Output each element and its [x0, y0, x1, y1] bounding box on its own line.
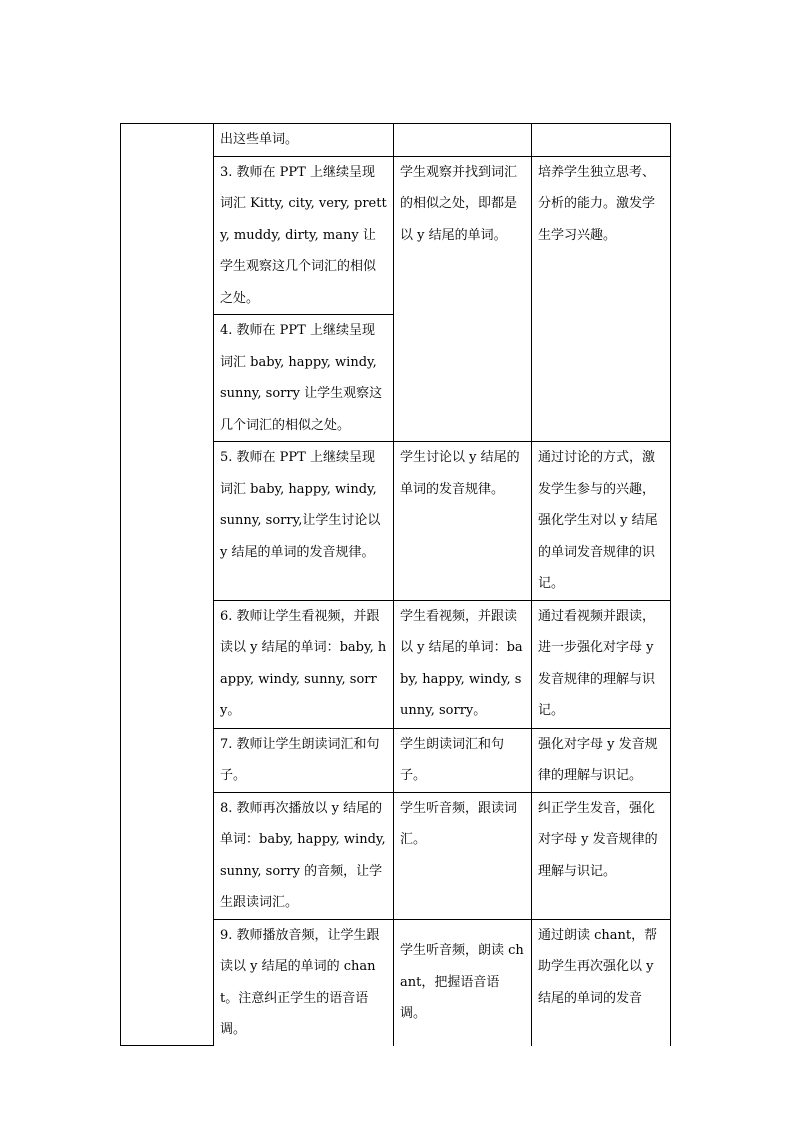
- teacher-activity-text: 出这些单词。: [220, 132, 299, 147]
- student-activity-cell: [394, 600, 532, 728]
- student-activity-text: 学生听音频，跟读词汇。: [400, 800, 518, 847]
- teacher-activity-text: 4. 教师在 PPT 上继续呈现词汇 baby, happy, windy, sunny, sorry 让学生观察这几个词汇的相似之处。: [220, 323, 383, 433]
- design-purpose-cell: [532, 442, 671, 601]
- design-purpose-cell: [532, 728, 671, 792]
- design-purpose-text: 通过讨论的方式，激发学生参与的兴趣，强化学生对以 y 结尾的单词发音规律的识记。: [538, 450, 658, 591]
- teacher-activity-cell: [214, 600, 394, 728]
- design-purpose-text: 通过朗读 chant，帮助学生再次强化以 y 结尾的单词的发音: [538, 927, 658, 1006]
- design-purpose-text: 培养学生独立思考、分析的能力。激发学生学习兴趣。: [538, 164, 656, 243]
- design-purpose-cell: [532, 156, 671, 442]
- student-activity-cell: [394, 792, 532, 919]
- student-activity-text: 学生朗读词汇和句子。: [400, 736, 505, 783]
- design-purpose-text: 强化对字母 y 发音规律的理解与识记。: [538, 736, 658, 783]
- teacher-activity-text: 7. 教师让学生朗读词汇和句子。: [220, 736, 380, 783]
- design-purpose-cell: [532, 600, 671, 728]
- student-activity-text: 学生观察并找到词汇的相似之处，即都是以 y 结尾的单词。: [400, 164, 518, 243]
- teacher-activity-cell: [214, 728, 394, 792]
- student-activity-text: 学生听音频，朗读 chant，把握语音语调。: [400, 943, 524, 1022]
- student-activity-cell: [394, 442, 532, 601]
- teacher-activity-cell: [214, 315, 394, 442]
- teacher-activity-cell: [214, 442, 394, 601]
- student-activity-cell: [394, 919, 532, 1046]
- teacher-activity-cell: [214, 792, 394, 919]
- teacher-activity-text: 9. 教师播放音频，让学生跟读以 y 结尾的单词的 chant。注意纠正学生的语音语调。: [220, 927, 380, 1037]
- teacher-activity-text: 5. 教师在 PPT 上继续呈现词汇 baby, happy, windy, sunny, sorry,让学生讨论以 y 结尾的单词的发音规律。: [220, 450, 381, 560]
- teacher-activity-text: 6. 教师让学生看视频，并跟读以 y 结尾的单词：baby, happy, windy, sunny, sorry。: [220, 608, 387, 718]
- design-purpose-cell: [532, 792, 671, 919]
- design-purpose-text: 通过看视频并跟读，进一步强化对字母 y 发音规律的理解与识记。: [538, 608, 656, 718]
- design-purpose-text: 纠正学生发音，强化对字母 y 发音规律的理解与识记。: [538, 800, 658, 879]
- teacher-activity-cell: [214, 919, 394, 1046]
- student-activity-text: 学生看视频，并跟读以 y 结尾的单词：baby, happy, windy, sunny, sorry。: [400, 608, 523, 718]
- student-activity-cell: [394, 156, 532, 442]
- teacher-activity-text: 3. 教师在 PPT 上继续呈现词汇 Kitty, city, very, pretty, muddy, dirty, many 让学生观察这几个词汇的相似之处。: [220, 164, 387, 306]
- student-activity-cell: [394, 124, 532, 157]
- student-activity-cell: [394, 728, 532, 792]
- teacher-activity-text: 8. 教师再次播放以 y 结尾的单词：baby, happy, windy, sunny, sorry 的音频，让学生跟读词汇。: [220, 800, 386, 910]
- table-row: [121, 124, 671, 157]
- teacher-activity-cell: [214, 156, 394, 315]
- stage-column-cell: [121, 124, 214, 1046]
- student-activity-text: 学生讨论以 y 结尾的单词的发音规律。: [400, 450, 520, 497]
- design-purpose-cell: [532, 124, 671, 157]
- design-purpose-cell: [532, 919, 671, 1046]
- teacher-activity-cell: [214, 124, 394, 157]
- lesson-plan-table: [120, 123, 671, 1046]
